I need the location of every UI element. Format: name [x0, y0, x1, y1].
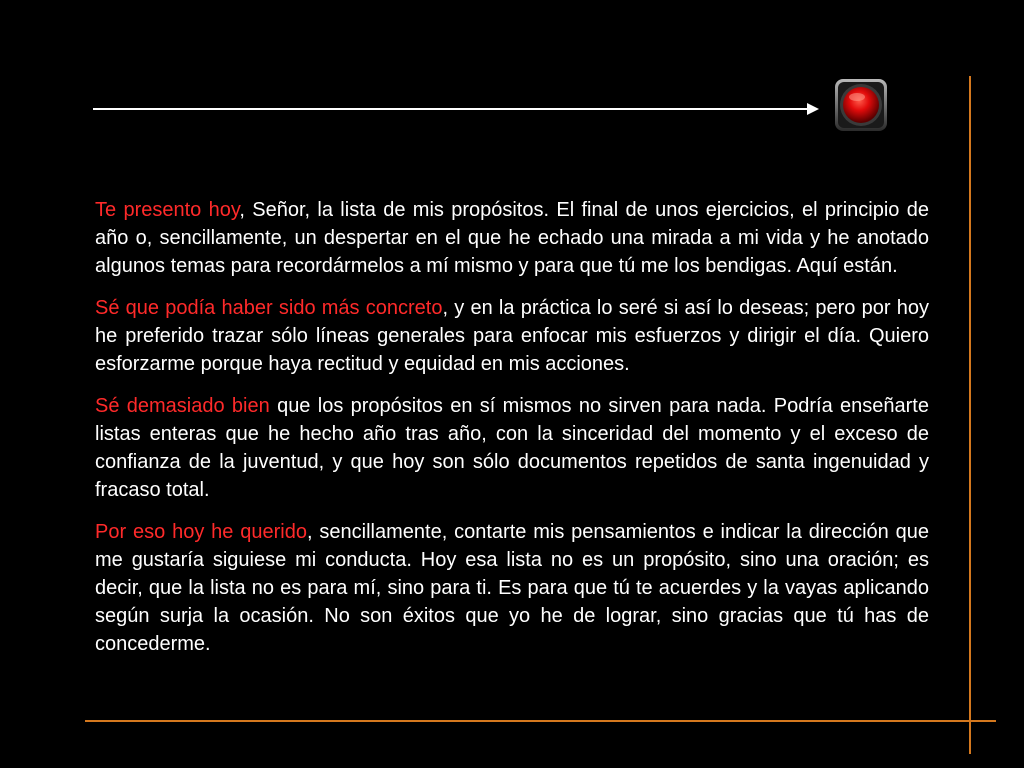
horizontal-accent-line [85, 720, 996, 722]
paragraph-2-lead: Sé que podía haber sido más concreto [95, 297, 443, 319]
vertical-accent-line [969, 76, 971, 754]
paragraph-1-lead: Te presento hoy [95, 199, 240, 221]
paragraph-3-body: que los propósitos en sí mismos no sirven para nada. Podría enseñarte listas enteras que he hecho año tras año, con la sinceridad del momento y el exceso de confianza de la juventud, y que hoy son sólo documentos repetidos de santa ingenuidad y fracaso total. [95, 395, 929, 501]
paragraph-3 [95, 392, 929, 504]
red-record-button[interactable] [834, 78, 888, 132]
red-record-button-icon [834, 78, 888, 132]
paragraph-4-body: , sencillamente, contarte mis pensamientos e indicar la dirección que me gustaría siguiese mi conducta. Hoy esa lista no es un propósito, sino una oración; es decir, que la lista no es para mí, sino para ti. Es para que tú te acuerdes y la vayas aplicando según surja la ocasión. No son éxitos que yo he de lograr, sino gracias que tú has de concederme. [95, 521, 929, 655]
paragraph-1-body: , Señor, la lista de mis propósitos. El final de unos ejercicios, el principio de año o, sencillamente, un despertar en el que he echado una mirada a mi vida y he anotado algunos temas para recordármelos a mí mismo y para que tú me los bendigas. Aquí están. [95, 199, 929, 277]
paragraph-1 [95, 196, 929, 280]
text-body [95, 196, 929, 672]
paragraph-4-lead: Por eso hoy he querido [95, 521, 307, 543]
paragraph-2-body: , y en la práctica lo seré si así lo deseas; pero por hoy he preferido trazar sólo líneas generales para enfocar mis esfuerzos y dirigir el día. Quiero esforzarme porque haya rectitud y equidad en mis acciones. [95, 297, 930, 375]
paragraph-3-lead: Sé demasiado bien [95, 395, 270, 417]
paragraph-2 [95, 294, 929, 378]
paragraph-4 [95, 518, 929, 658]
right-arrow-icon [807, 103, 819, 115]
arrow-line [93, 108, 809, 110]
